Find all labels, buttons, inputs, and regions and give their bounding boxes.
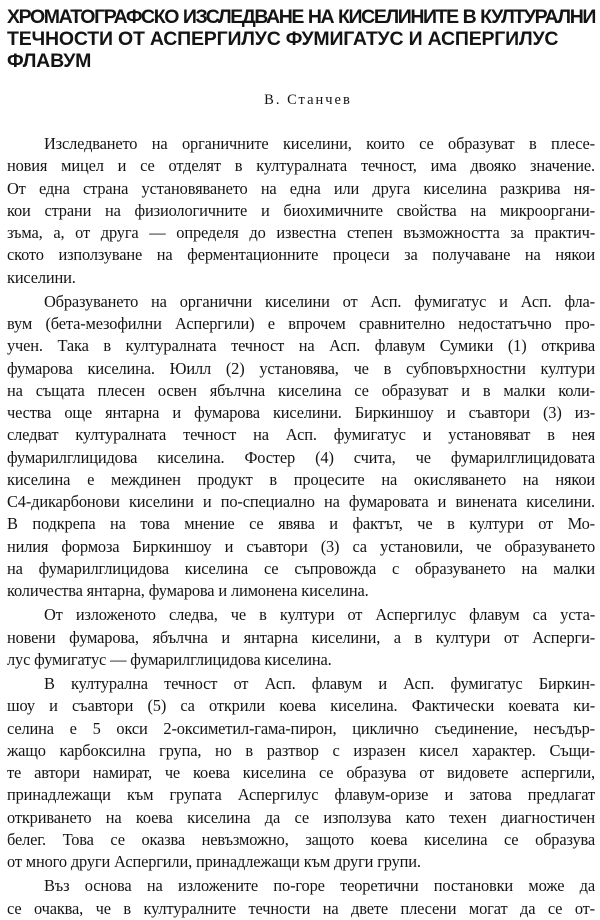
text-line: те автори намират, че коева киселина се образува от видовете аспергили, bbox=[7, 763, 595, 782]
text-line: нилия формоза Биркиншоу и съавтори (3) са установили, че образуването bbox=[7, 536, 595, 556]
text-line: фумарова киселина. Юилл (2) установява, че в субповърхностни култури bbox=[7, 358, 595, 378]
text-line: Образуването на органични киселини от Асп. фумигатус и Асп. фла- bbox=[44, 291, 595, 311]
paragraph-2 bbox=[7, 291, 595, 603]
text-line: жащо карбоксилна група, но в разтвор с изразен кисел характер. Същи- bbox=[7, 740, 595, 760]
article-title bbox=[7, 6, 595, 72]
text-line: Въз основа на изложените по-горе теоретични постановки може да bbox=[44, 876, 595, 896]
title-line-3: ФЛАВУМ bbox=[7, 50, 92, 72]
title-line-1: ХРОМАТОГРАФСКО ИЗСЛЕДВАНЕ НА КИСЕЛИНИТЕ В КУЛТУРАЛНИ bbox=[7, 6, 595, 28]
text-line: от много други Аспергили, принадлежащи към други групи. bbox=[7, 852, 421, 871]
text-line: От изложеното следва, че в култури от Аспергилус флавум са уста- bbox=[44, 605, 595, 625]
text-line: киселини. bbox=[7, 267, 76, 287]
text-line: вум (бета-мезофилни Аспергили) е впрочем сравнително недостатъчно про- bbox=[7, 314, 595, 333]
text-line: фумарилглицидова киселина. Фостер (4) счита, че фумарилглицидовата bbox=[7, 447, 595, 467]
text-line: учен. Така в културалната течност на Асп. флавум Сумики (1) открива bbox=[7, 336, 595, 356]
text-line: белег. Това се оказва невъзможно, защото коева киселина се образува bbox=[7, 829, 595, 849]
text-line: От една страна установяването на една или друга киселина разкрива ня- bbox=[7, 178, 595, 198]
text-line: новени фумарова, ябълчна и янтарна киселини, а в култури от Асперги- bbox=[7, 627, 595, 647]
text-line: ското използуване на ферментационните процеси за получаване на някои bbox=[7, 245, 595, 265]
text-line: откриването на коева киселина да се използува като техен диагностичен bbox=[7, 807, 595, 827]
text-line: В културална течност от Асп. флавум и Асп. фумигатус Биркин- bbox=[44, 674, 595, 693]
text-line: се очаква, че в културалните течности на двете плесени могат да се от- bbox=[7, 898, 595, 918]
text-line: лус фумигатус — фумарилглицидова киселина. bbox=[7, 649, 332, 669]
text-line: Изследването на органичните киселини, които се образуват в плесе- bbox=[44, 134, 595, 153]
text-line: на същата плесен освен ябълчна киселина се образуват и в малки коли- bbox=[7, 380, 595, 400]
paragraph-1 bbox=[7, 133, 595, 289]
title-line-2: ТЕЧНОСТИ ОТ АСПЕРГИЛУС ФУМИГАТУС И АСПЕРГИЛУС bbox=[7, 28, 559, 50]
text-line: следват културалната течност на Асп. фумигатус и установяват в нея bbox=[7, 425, 595, 445]
text-line: количества янтарна, фумарова и лимонена киселина. bbox=[7, 581, 369, 600]
text-line: принадлежащи към групата Аспергилус флавум-оризе и затова предлагат bbox=[7, 785, 595, 805]
paragraph-5 bbox=[7, 875, 595, 920]
paragraph-3 bbox=[7, 604, 595, 671]
text-line: чества още янтарна и фумарова киселини. Биркиншоу и съавтори (3) из- bbox=[7, 403, 595, 422]
text-line: В подкрепа на това мнение се явява и фактът, че в култури от Мо- bbox=[7, 514, 595, 534]
text-line: на фумарилглицидова киселина се съпровожда с образуването на малки bbox=[7, 558, 595, 578]
author-name: В. Станчев bbox=[264, 92, 352, 108]
text-line: киселина е междинен продукт в процесите на окисляването на някои bbox=[7, 469, 595, 489]
text-line: новия мицел и се отделят в културалната течност, има двояко значение. bbox=[7, 156, 595, 176]
document-page bbox=[7, 6, 595, 918]
text-line: шоу и съавтори (5) са открили коева киселина. Фактически коевата ки- bbox=[7, 696, 595, 716]
paragraph-4 bbox=[7, 673, 595, 873]
text-line: зъма, а, от друга — определя до известна степен възможността за практич- bbox=[7, 223, 595, 242]
text-line: C4-дикарбонови киселини и по-специално на фумаровата и винената киселини. bbox=[7, 492, 595, 511]
text-line: кои страни на физиологичните и биохимичните свойства на микрооргани- bbox=[7, 200, 595, 220]
text-line: селина е 5 окси 2-оксиметил-гама-пирон, циклично съединение, несъдър- bbox=[7, 718, 595, 738]
article-body bbox=[7, 133, 595, 920]
